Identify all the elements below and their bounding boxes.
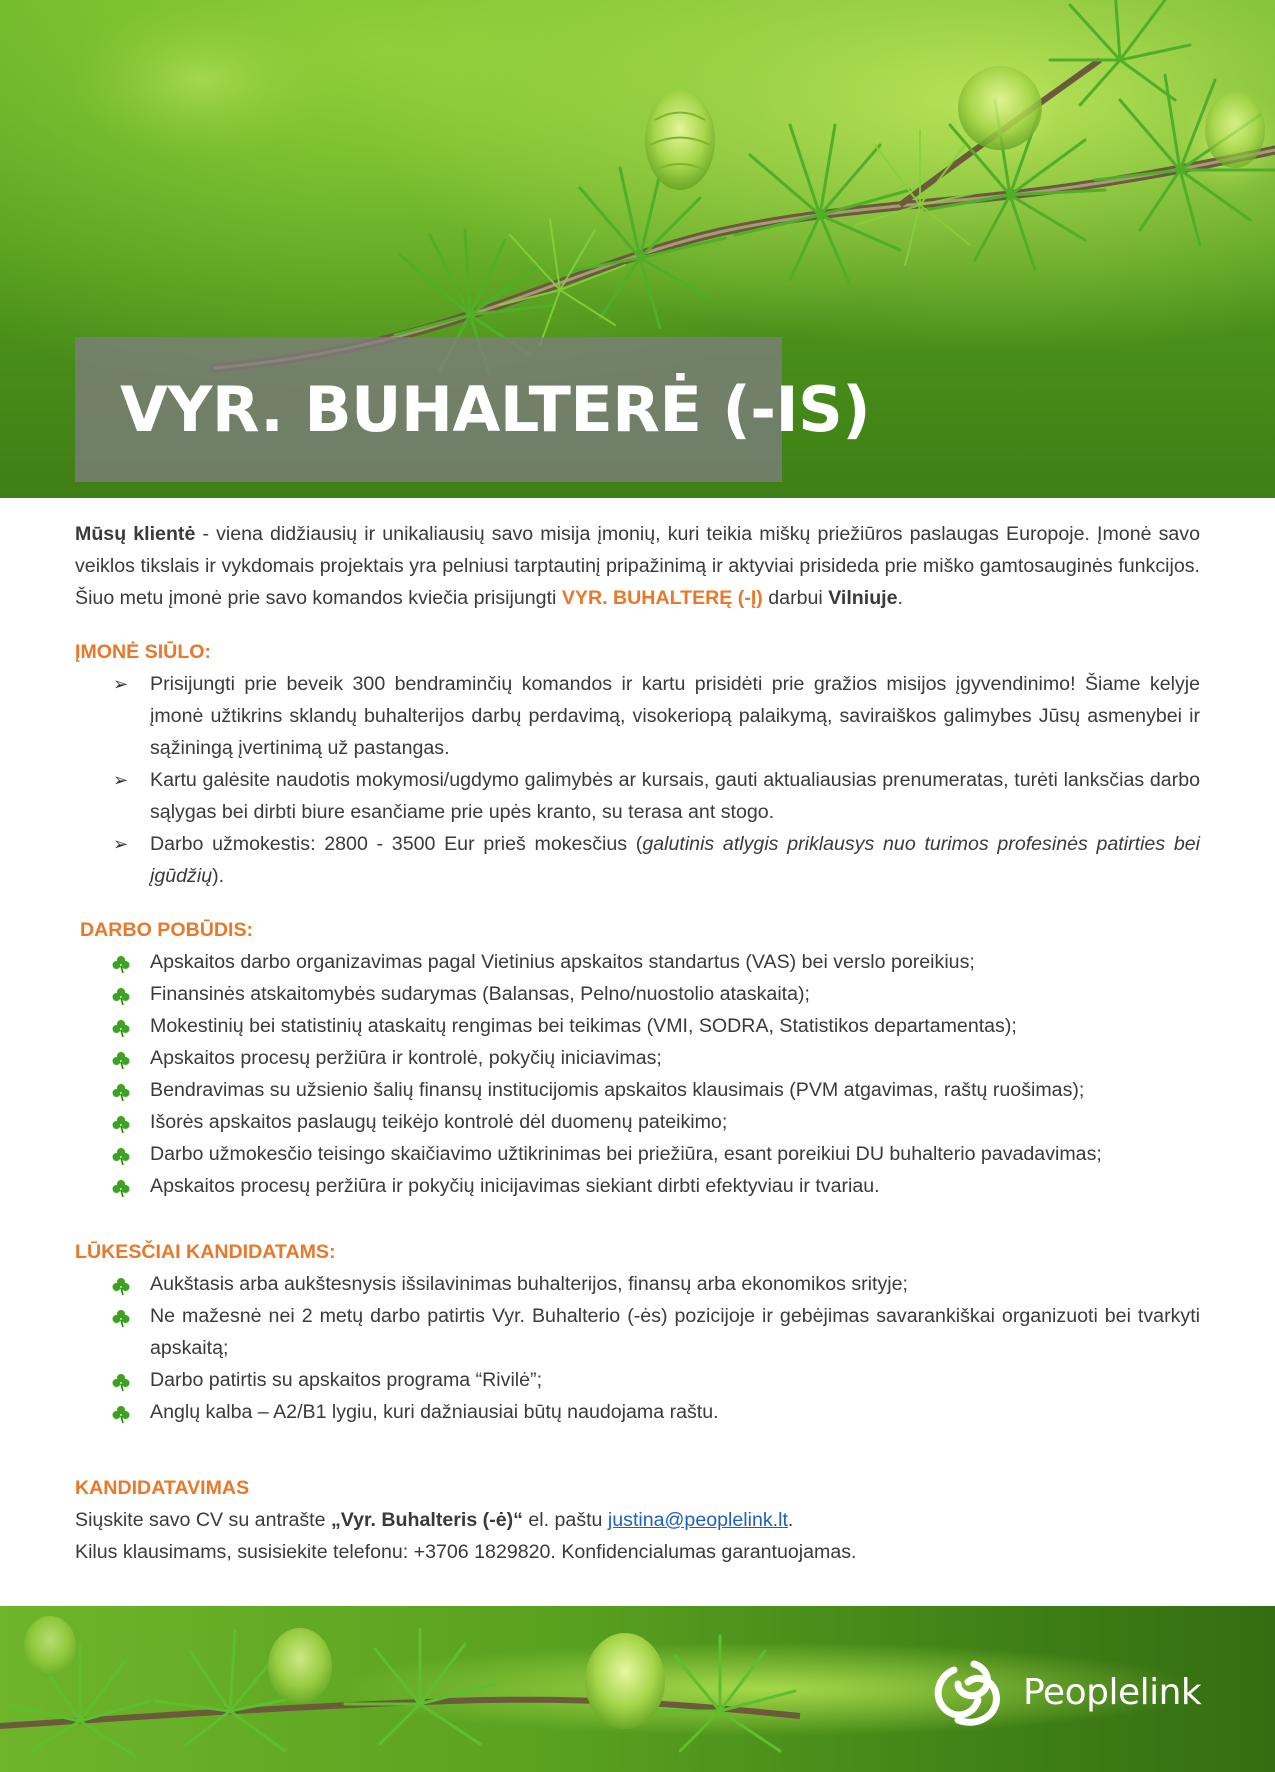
list-item [75,1364,1200,1396]
list-item [75,1300,1200,1364]
apply-heading: KANDIDATAVIMAS [75,1477,250,1499]
offers-list [75,668,1200,892]
list-item-text: Finansinės atskaitomybės sudarymas (Balansas, Pelno/nuostolio ataskaita); [150,983,810,1005]
list-item [75,1042,1200,1074]
list-item-text: Mokestinių bei statistinių ataskaitų rengimas bei teikimas (VMI, SODRA, Statistikos departamentas); [150,1015,1017,1037]
duties-heading: DARBO POBŪDIS: [80,919,254,941]
footer-banner [0,1606,1275,1772]
offer-item-salary [75,828,1200,892]
peoplelink-logo-icon [928,1658,1008,1733]
intro-end: . [897,587,903,609]
arrow-bullet-icon: ➢ [113,674,129,694]
salary-note: galutinis atlygis priklausys nuo turimos profesinės patirties bei įgūdžių [150,833,1200,887]
expectations-heading: LŪKESČIAI KANDIDATAMS: [75,1241,336,1263]
email-link[interactable]: justina@peoplelink.lt [607,1509,788,1531]
list-item-text: Ne mažesnė nei 2 metų darbo patirtis Vyr. Buhalterio (-ės) pozicijoje ir gebėjimas savarankiškai organizuoti bei tvarkyti apskaitą; [150,1305,1200,1359]
apply-line-2: Kilus klausimams, susisiekite telefonu: +3706 1829820. Konfidencialumas garantuojamas. [75,1541,857,1563]
list-item [75,1138,1200,1170]
apply-text-end: . [787,1509,794,1531]
clover-bullet-icon [111,1370,131,1390]
intro-paragraph [75,518,1200,614]
intro-city: Vilniuje [828,587,898,609]
clover-bullet-icon [111,1048,131,1068]
list-item [75,1106,1200,1138]
clover-bullet-icon [111,952,131,972]
clover-bullet-icon [111,1274,131,1294]
list-item [75,978,1200,1010]
clover-bullet-icon [111,1306,131,1326]
list-item-text: Apskaitos darbo organizavimas pagal Vietinius apskaitos standartus (VAS) bei verslo poreikius; [150,951,975,973]
salary-end: ). [212,865,225,887]
clover-bullet-icon [111,1144,131,1164]
list-item [75,1268,1200,1300]
peoplelink-brand [928,1658,1202,1733]
intro-lead: Mūsų klientė [75,523,196,545]
intro-text-2: darbui [762,587,829,609]
list-item-text: Apskaitos procesų peržiūra ir pokyčių inicijavimas siekiant dirbti efektyviau ir tvariau. [150,1175,880,1197]
clover-bullet-icon [111,1402,131,1422]
job-description [75,518,1200,1568]
clover-bullet-icon [111,1016,131,1036]
apply-subject: „Vyr. Buhalteris (-ė)“ [330,1509,523,1531]
job-title: VYR. BUHALTERĖ (-IS) [120,373,871,446]
apply-section [75,1472,1200,1568]
clover-bullet-icon [111,1112,131,1132]
expectations-list [75,1268,1200,1428]
offer-item [75,668,1200,764]
list-item [75,1170,1200,1202]
brand-name: Peoplelink [1023,1672,1202,1713]
offers-heading: ĮMONĖ SIŪLO: [75,641,212,663]
intro-position: VYR. BUHALTERĘ (-Į) [561,587,763,609]
apply-line-1 [75,1504,1200,1536]
duties-list [75,946,1200,1202]
apply-text-mid: el. paštu [522,1509,608,1531]
list-item-text: Išorės apskaitos paslaugų teikėjo kontrolė dėl duomenų pateikimo; [150,1111,728,1133]
header-banner [0,0,1275,498]
clover-bullet-icon [111,1080,131,1100]
clover-bullet-icon [111,1176,131,1196]
title-box [75,337,871,482]
duties-section [75,914,1200,1202]
list-item-text: Apskaitos procesų peržiūra ir kontrolė, pokyčių iniciavimas; [150,1047,662,1069]
list-item-text: Aukštasis arba aukštesnysis išsilavinimas buhalterijos, finansų arba ekonomikos srityje; [150,1273,908,1295]
list-item [75,946,1200,978]
list-item [75,1396,1200,1428]
list-item [75,1010,1200,1042]
list-item-text: Anglų kalba – A2/B1 lygiu, kuri dažniausiai būtų naudojama raštu. [150,1401,719,1423]
list-item-text: Bendravimas su užsienio šalių finansų institucijomis apskaitos klausimais (PVM atgavimas, raštų ruošimas); [150,1079,1085,1101]
arrow-bullet-icon: ➢ [113,834,129,854]
offer-text: Kartu galėsite naudotis mokymosi/ugdymo galimybės ar kursais, gauti aktualiausias prenumeratas, turėti lanksčias darbo sąlygas bei dirbti biure esančiame prie upės kranto, su terasa ant stogo. [150,769,1200,823]
list-item-text: Darbo patirtis su apskaitos programa “Rivilė”; [150,1369,543,1391]
offers-section [75,636,1200,892]
clover-bullet-icon [111,984,131,1004]
salary-text: Darbo užmokestis: 2800 - 3500 Eur prieš mokesčius ( [150,833,643,855]
intro-text-1: - viena didžiausių ir unikaliausių savo misija įmonių, kuri teikia miškų priežiūros paslaugas Europoje. Įmonė savo veiklos tikslais ir vykdomais projektais yra pelniusi tarptautinį pripažinimą ir aktyviai prisideda prie miško gamtosauginės funkcijos. Šiuo metu įmonė prie savo komandos kviečia prisijungti [75,523,1200,609]
offer-text: Prisijungti prie beveik 300 bendraminčių komandos ir kartu prisidėti prie gražios misijos įgyvendinimo! Šiame kelyje įmonė užtikrins sklandų buhalterijos darbų perdavimą, visokeriopą palaikymą, saviraiškos galimybes Jūsų asmenybei ir sąžiningą įvertinimą už pastangas. [150,673,1200,759]
apply-text: Siųskite savo CV su antrašte [75,1509,331,1531]
pine-cone [645,90,715,190]
arrow-bullet-icon: ➢ [113,770,129,790]
list-item [75,1074,1200,1106]
offer-item [75,764,1200,828]
expectations-section [75,1236,1200,1428]
list-item-text: Darbo užmokesčio teisingo skaičiavimo užtikrinimas bei priežiūra, esant poreikiui DU buhalterio pavadavimas; [150,1143,1102,1165]
